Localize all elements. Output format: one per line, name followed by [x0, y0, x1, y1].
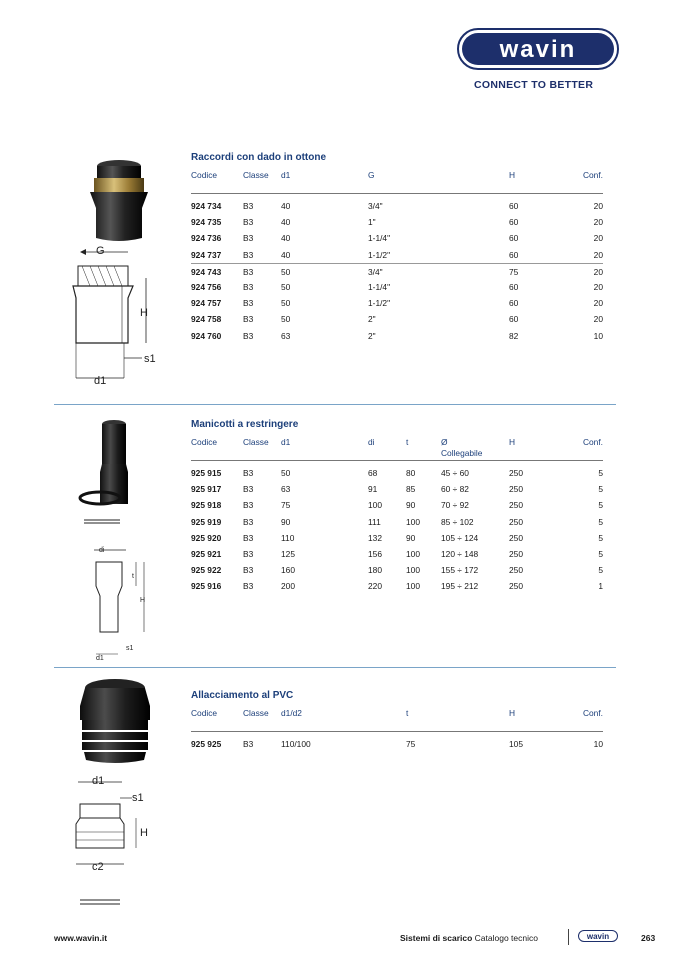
- table-cell: 925 918: [191, 500, 222, 511]
- table-cell: 50: [281, 281, 291, 292]
- table-cell: 925 920: [191, 532, 222, 543]
- table-row: [191, 481, 603, 497]
- table-cell: B3: [243, 298, 254, 309]
- footer-catalog-title: [400, 933, 538, 943]
- dim-label-di: di: [99, 547, 105, 554]
- column-header: H: [509, 708, 516, 718]
- table-cell: 40: [281, 201, 291, 211]
- column-header: d1/d2: [281, 708, 302, 718]
- table-cell: 924 757: [191, 298, 222, 309]
- column-header: H: [509, 170, 516, 180]
- table-cell: 250: [509, 565, 523, 576]
- dim-label-h: H: [140, 827, 148, 839]
- table-cell: B3: [243, 330, 254, 341]
- wavin-logo: [457, 28, 619, 70]
- column-header: H: [509, 437, 516, 447]
- table-cell: 155 ÷ 172: [441, 565, 479, 576]
- table-cell: 100: [406, 581, 420, 592]
- table-row: [191, 546, 603, 562]
- table-cell: 924 756: [191, 281, 222, 292]
- table-cell: 20: [593, 266, 603, 277]
- footer-logo-text: wavin: [586, 932, 610, 941]
- table-cell: B3: [243, 739, 254, 749]
- column-header: Conf.: [582, 170, 603, 180]
- table-cell: 924 760: [191, 330, 222, 341]
- table-cell: 250: [509, 500, 523, 511]
- footer-website[interactable]: www.wavin.it: [54, 933, 108, 943]
- table-row: [191, 328, 603, 344]
- table-cell: 120 ÷ 148: [441, 548, 479, 559]
- table-cell: 5: [598, 484, 603, 495]
- table-cell: 50: [281, 314, 291, 325]
- table-cell: 10: [593, 330, 603, 341]
- table-cell: 3/4": [368, 201, 383, 211]
- table-cell: B3: [243, 484, 254, 495]
- table-cell: B3: [243, 548, 254, 559]
- section-divider: [54, 667, 616, 668]
- table-cell: B3: [243, 500, 254, 511]
- column-header: d1: [281, 170, 291, 180]
- table-row: [191, 562, 603, 578]
- table-cell: 68: [368, 468, 378, 478]
- table-cell: 60: [509, 249, 519, 260]
- table-cell: 20: [593, 201, 603, 211]
- footer-doc-bold: Sistemi di scarico: [400, 933, 473, 943]
- table-cell: 63: [281, 330, 291, 341]
- table-cell: 85: [406, 484, 416, 495]
- table-cell: B3: [243, 314, 254, 325]
- table-cell: 60: [509, 233, 519, 244]
- logo-text: wavin: [499, 36, 577, 63]
- table-cell: 925 917: [191, 484, 222, 495]
- table-cell: 60: [509, 217, 519, 228]
- dim-label-g: G: [96, 245, 105, 257]
- dim-label-s1: s1: [144, 353, 156, 365]
- dim-label-d1: d1: [92, 775, 105, 787]
- section3-title: Allacciamento al PVC: [191, 690, 294, 701]
- pvc-adapter-diagram: [74, 774, 154, 914]
- table-cell: B3: [243, 468, 254, 478]
- table-cell: B3: [243, 281, 254, 292]
- table-cell: 1": [368, 217, 376, 228]
- table-cell: 925 916: [191, 581, 222, 592]
- table-cell: 2": [368, 330, 376, 341]
- table-cell: 250: [509, 516, 523, 527]
- table-cell: 1: [598, 581, 603, 592]
- table-cell: 924 737: [191, 249, 222, 260]
- table-cell: 925 915: [191, 468, 222, 478]
- table-cell: 90: [281, 516, 291, 527]
- table-cell: 3/4": [368, 266, 383, 277]
- table-cell: 40: [281, 233, 291, 244]
- table-header: [191, 437, 603, 461]
- table-cell: 5: [598, 532, 603, 543]
- table-cell: B3: [243, 565, 254, 576]
- table-row: [191, 530, 603, 546]
- table-cell: 105: [509, 739, 523, 749]
- table-cell: B3: [243, 266, 254, 277]
- dim-label-s1: s1: [126, 645, 134, 652]
- table-cell: 105 ÷ 124: [441, 532, 479, 543]
- table-cell: 60 ÷ 82: [441, 484, 469, 495]
- section2-table: [191, 437, 603, 595]
- table-cell: 20: [593, 217, 603, 228]
- table-cell: 925 919: [191, 516, 222, 527]
- table-cell: 250: [509, 532, 523, 543]
- table-cell: 85 ÷ 102: [441, 516, 474, 527]
- table-cell: 156: [368, 548, 382, 559]
- table-cell: 5: [598, 468, 603, 478]
- table-cell: 200: [281, 581, 295, 592]
- column-header: Ø: [441, 437, 448, 447]
- dim-label-t: t: [132, 573, 134, 580]
- table-cell: 250: [509, 581, 523, 592]
- reducing-sleeve-photo: [76, 418, 140, 528]
- table-cell: 45 ÷ 60: [441, 468, 469, 478]
- table-cell: 110/100: [281, 739, 311, 749]
- table-cell: 20: [593, 249, 603, 260]
- table-cell: 20: [593, 233, 603, 244]
- column-header: Codice: [191, 170, 218, 180]
- column-header: d1: [281, 437, 291, 447]
- table-cell: 924 735: [191, 217, 222, 228]
- table-cell: 50: [281, 266, 291, 277]
- column-header: Conf.: [582, 437, 603, 447]
- column-header: Classe: [243, 170, 269, 180]
- column-header: di: [368, 437, 375, 447]
- table-cell: 925 925: [191, 739, 222, 749]
- table-row: [191, 214, 603, 230]
- table-cell: 1-1/4": [368, 281, 391, 292]
- table-row: [191, 514, 603, 530]
- table-cell: 111: [368, 516, 381, 527]
- column-header: t: [406, 437, 409, 447]
- table-cell: 100: [368, 500, 382, 511]
- section2-title: Manicotti a restringere: [191, 419, 299, 430]
- footer-separator: [568, 929, 569, 945]
- column-header: t: [406, 708, 409, 718]
- table-row: [191, 230, 603, 246]
- table-row: [191, 295, 603, 311]
- table-cell: 925 921: [191, 548, 222, 559]
- table-cell: 10: [593, 739, 603, 749]
- table-cell: 70 ÷ 92: [441, 500, 469, 511]
- table-cell: 5: [598, 500, 603, 511]
- tagline: CONNECT TO BETTER: [474, 79, 594, 91]
- dim-label-h: H: [140, 597, 146, 604]
- table-cell: 5: [598, 516, 603, 527]
- dim-label-h: H: [140, 307, 148, 319]
- table-cell: 20: [593, 281, 603, 292]
- table-cell: B3: [243, 249, 254, 260]
- table-cell: 75: [509, 266, 519, 277]
- footer-doc-rest: Catalogo tecnico: [472, 933, 538, 943]
- table-cell: B3: [243, 233, 254, 244]
- table-cell: 90: [406, 532, 416, 543]
- table-cell: 250: [509, 484, 523, 495]
- column-header: Classe: [243, 708, 269, 718]
- table-cell: 75: [281, 500, 291, 511]
- table-cell: 125: [281, 548, 295, 559]
- section-divider: [54, 404, 616, 405]
- page-number: 263: [641, 933, 656, 943]
- table-cell: 60: [509, 281, 519, 292]
- section1-table: [191, 170, 603, 344]
- table-cell: 132: [368, 532, 382, 543]
- table-cell: 180: [368, 565, 382, 576]
- column-header: Conf.: [582, 708, 603, 718]
- table-header: [191, 170, 603, 194]
- table-row: [191, 279, 603, 295]
- table-header: [191, 708, 603, 732]
- table-cell: 50: [281, 468, 291, 478]
- table-cell: B3: [243, 217, 254, 228]
- table-cell: 5: [598, 565, 603, 576]
- table-cell: 250: [509, 548, 523, 559]
- table-cell: 1-1/2": [368, 249, 391, 260]
- table-cell: 2": [368, 314, 376, 325]
- brass-nut-fitting-diagram: [68, 238, 168, 388]
- table-cell: 75: [406, 739, 416, 749]
- table-cell: 63: [281, 484, 291, 495]
- table-cell: 60: [509, 298, 519, 309]
- table-cell: 20: [593, 314, 603, 325]
- section3-table: [191, 708, 603, 752]
- table-cell: B3: [243, 532, 254, 543]
- table-cell: 100: [406, 516, 420, 527]
- dim-label-c2: c2: [92, 861, 104, 873]
- column-header: Codice: [191, 708, 218, 718]
- table-cell: 90: [406, 500, 416, 511]
- table-cell: 924 736: [191, 233, 222, 244]
- table-cell: 100: [406, 565, 420, 576]
- pvc-adapter-photo: [72, 676, 158, 764]
- table-cell: 5: [598, 548, 603, 559]
- table-row: [191, 247, 603, 263]
- table-cell: B3: [243, 581, 254, 592]
- table-cell: 925 922: [191, 565, 222, 576]
- table-row: [191, 736, 603, 752]
- table-cell: B3: [243, 516, 254, 527]
- table-cell: 40: [281, 249, 291, 260]
- table-row: [191, 465, 603, 481]
- table-cell: 60: [509, 314, 519, 325]
- table-cell: 924 758: [191, 314, 222, 325]
- table-cell: 220: [368, 581, 382, 592]
- dim-label-s1: s1: [132, 792, 144, 804]
- dim-label-d1: d1: [94, 375, 107, 387]
- column-header-sub: Collegabile: [441, 448, 483, 458]
- table-cell: B3: [243, 201, 254, 211]
- table-row: [191, 311, 603, 327]
- table-cell: 40: [281, 217, 291, 228]
- table-cell: 195 ÷ 212: [441, 581, 479, 592]
- table-cell: 110: [281, 532, 295, 543]
- brass-nut-fitting-photo: [80, 158, 158, 243]
- table-cell: 80: [406, 468, 416, 478]
- table-cell: 924 734: [191, 201, 222, 211]
- table-row: [191, 198, 603, 214]
- table-row: [191, 263, 603, 279]
- column-header: Classe: [243, 437, 269, 447]
- table-cell: 100: [406, 548, 420, 559]
- table-cell: 60: [509, 201, 519, 211]
- table-cell: 160: [281, 565, 295, 576]
- reducing-sleeve-diagram: [86, 544, 156, 664]
- table-cell: 82: [509, 330, 519, 341]
- footer-wavin-logo: [578, 930, 618, 942]
- table-cell: 924 743: [191, 266, 222, 277]
- table-row: [191, 578, 603, 594]
- table-cell: 50: [281, 298, 291, 309]
- section1-title: Raccordi con dado in ottone: [191, 152, 327, 163]
- dim-label-d1: d1: [96, 655, 104, 662]
- table-cell: 1-1/4": [368, 233, 391, 244]
- table-row: [191, 497, 603, 513]
- table-cell: 20: [593, 298, 603, 309]
- column-header: Codice: [191, 437, 218, 447]
- table-cell: 91: [368, 484, 378, 495]
- table-cell: 1-1/2": [368, 298, 391, 309]
- column-header: G: [368, 170, 375, 180]
- table-cell: 250: [509, 468, 523, 478]
